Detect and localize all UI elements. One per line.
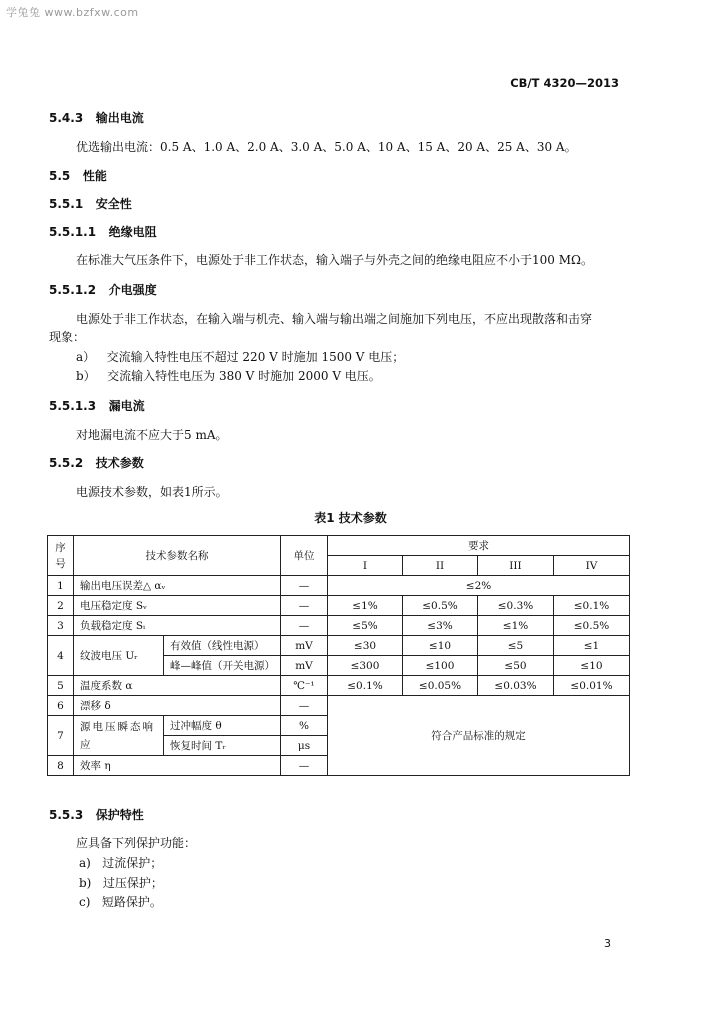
- section-number: 5.5.1: [49, 197, 84, 211]
- section-title: 安全性: [95, 197, 132, 211]
- cell: 2: [48, 596, 74, 616]
- standard-code: CB/T 4320—2013: [510, 76, 619, 90]
- cell: ≤0.3%: [478, 596, 554, 616]
- heading-5-5-1-2: [49, 281, 157, 298]
- section-number: 5.5.1.2: [49, 283, 97, 297]
- cell: %: [281, 716, 328, 736]
- heading-5-5: [49, 167, 107, 184]
- grade-header: I: [328, 556, 403, 576]
- cell: 效率 η: [74, 756, 281, 776]
- cell: 1: [48, 576, 74, 596]
- section-title: 技术参数: [95, 456, 144, 470]
- list-text: 交流输入特性电压不超过 220 V 时施加 1500 V 电压；: [106, 350, 405, 364]
- cell: 5: [48, 676, 74, 696]
- cell: ≤2%: [328, 576, 630, 596]
- list-label: a）: [76, 350, 96, 364]
- page-number: 3: [604, 937, 611, 950]
- list-text: 短路保护。: [101, 895, 162, 909]
- name-line-2: 应: [80, 738, 93, 751]
- paragraph-leakage: 对地漏电流不应大于5 mA。: [76, 428, 228, 442]
- paragraph-dielectric-2: 现象：: [49, 330, 86, 344]
- cell: 负载稳定度 Sᵢ: [74, 616, 281, 636]
- cell: ≤0.5%: [554, 616, 630, 636]
- grade-header: IV: [554, 556, 630, 576]
- cell: 7: [48, 716, 74, 756]
- section-title: 保护特性: [95, 808, 144, 822]
- unit-header: 单位: [281, 536, 328, 576]
- name-line-1: 源电压瞬态响: [80, 720, 155, 733]
- heading-5-5-3: [49, 806, 144, 823]
- cell: μs: [281, 736, 328, 756]
- cell: —: [281, 696, 328, 716]
- cell: ≤0.1%: [328, 676, 403, 696]
- section-title: 输出电流: [95, 111, 144, 125]
- cell: 6: [48, 696, 74, 716]
- list-label: a): [79, 856, 91, 870]
- table-caption: 表1 技术参数: [314, 511, 387, 525]
- cell: ≤5: [478, 636, 554, 656]
- table-row: [48, 696, 630, 716]
- watermark: 学兔兔 www.bzfxw.com: [6, 6, 139, 19]
- list-item: [79, 893, 162, 910]
- cell: mV: [281, 656, 328, 676]
- heading-5-5-1: [49, 195, 132, 212]
- cell: ≤0.1%: [554, 596, 630, 616]
- cell: ≤5%: [328, 616, 403, 636]
- cell: ≤0.03%: [478, 676, 554, 696]
- section-number: 5.5.2: [49, 456, 84, 470]
- seq-header: [48, 536, 74, 576]
- heading-5-5-2: [49, 454, 144, 471]
- section-number: 5.5: [49, 169, 71, 183]
- list-item: [76, 348, 404, 365]
- list-label: b）: [76, 369, 96, 383]
- table-row: [48, 596, 630, 616]
- list-item: [76, 367, 381, 384]
- section-title: 性能: [82, 169, 107, 183]
- table-row: [48, 636, 630, 656]
- paragraph-output-current: 优选输出电流：0.5 A、1.0 A、2.0 A、3.0 A、5.0 A、10 A、15 A、20 A、25 A、30 A。: [76, 140, 577, 154]
- table-row: [48, 576, 630, 596]
- table-header-row: [48, 536, 630, 556]
- list-item: [79, 874, 163, 891]
- list-label: c): [79, 895, 91, 909]
- seq-header-2: 号: [55, 557, 66, 570]
- seq-header-1: 序: [55, 541, 66, 554]
- cell: ≤100: [403, 656, 478, 676]
- cell: 输出电压误差△ αᵥ: [74, 576, 281, 596]
- paragraph-insulation: 在标准大气压条件下，电源处于非工作状态，输入端子与外壳之间的绝缘电阻应不小于100 MΩ。: [76, 253, 593, 267]
- cell: —: [281, 596, 328, 616]
- cell: 温度系数 α: [74, 676, 281, 696]
- cell: mV: [281, 636, 328, 656]
- cell: —: [281, 616, 328, 636]
- table-row: [48, 676, 630, 696]
- cell: ≤1: [554, 636, 630, 656]
- list-text: 过压保护；: [102, 876, 163, 890]
- cell: ≤300: [328, 656, 403, 676]
- section-number: 5.4.3: [49, 111, 84, 125]
- cell: ≤30: [328, 636, 403, 656]
- cell: 8: [48, 756, 74, 776]
- cell: 峰—峰值（开关电源）: [164, 656, 281, 676]
- cell: 过冲幅度 θ: [164, 716, 281, 736]
- cell: 恢复时间 Tᵣ: [164, 736, 281, 756]
- section-title: 绝缘电阻: [108, 225, 157, 239]
- cell: ≤0.01%: [554, 676, 630, 696]
- cell: 有效值（线性电源）: [164, 636, 281, 656]
- section-number: 5.5.1.3: [49, 399, 97, 413]
- cell: 电压稳定度 Sᵥ: [74, 596, 281, 616]
- section-number: 5.5.3: [49, 808, 84, 822]
- cell: ≤50: [478, 656, 554, 676]
- table-row: [48, 616, 630, 636]
- grade-header: III: [478, 556, 554, 576]
- tech-params-table: [47, 535, 630, 776]
- list-text: 过流保护；: [102, 856, 163, 870]
- cell: 4: [48, 636, 74, 676]
- section-number: 5.5.1.1: [49, 225, 97, 239]
- cell: 3: [48, 616, 74, 636]
- cell: ℃⁻¹: [281, 676, 328, 696]
- cell: ≤1%: [328, 596, 403, 616]
- heading-5-5-1-1: [49, 223, 157, 240]
- heading-5-5-1-3: [49, 397, 145, 414]
- cell: ≤3%: [403, 616, 478, 636]
- name-header: 技术参数名称: [74, 536, 281, 576]
- paragraph-protection: 应具备下列保护功能：: [76, 836, 197, 850]
- cell: [74, 716, 164, 756]
- cell: ≤1%: [478, 616, 554, 636]
- grade-header: II: [403, 556, 478, 576]
- req-header: 要求: [328, 536, 630, 556]
- paragraph-dielectric-1: 电源处于非工作状态，在输入端与机壳、输入端与输出端之间施加下列电压，不应出现散落和击穿: [76, 312, 593, 326]
- section-title: 介电强度: [108, 283, 157, 297]
- section-title: 漏电流: [108, 399, 145, 413]
- list-text: 交流输入特性电压为 380 V 时施加 2000 V 电压。: [107, 369, 381, 383]
- cell: ≤0.05%: [403, 676, 478, 696]
- paragraph-tech-params: 电源技术参数，如表1所示。: [76, 485, 228, 499]
- cell: 漂移 δ: [74, 696, 281, 716]
- cell: ≤10: [554, 656, 630, 676]
- cell: ≤0.5%: [403, 596, 478, 616]
- list-item: [79, 854, 162, 871]
- merged-note-cell: 符合产品标准的规定: [328, 696, 630, 776]
- list-label: b): [79, 876, 92, 890]
- heading-5-4-3: [49, 109, 144, 126]
- cell: —: [281, 756, 328, 776]
- cell: —: [281, 576, 328, 596]
- cell: ≤10: [403, 636, 478, 656]
- cell: 纹波电压 Uᵣ: [74, 636, 164, 676]
